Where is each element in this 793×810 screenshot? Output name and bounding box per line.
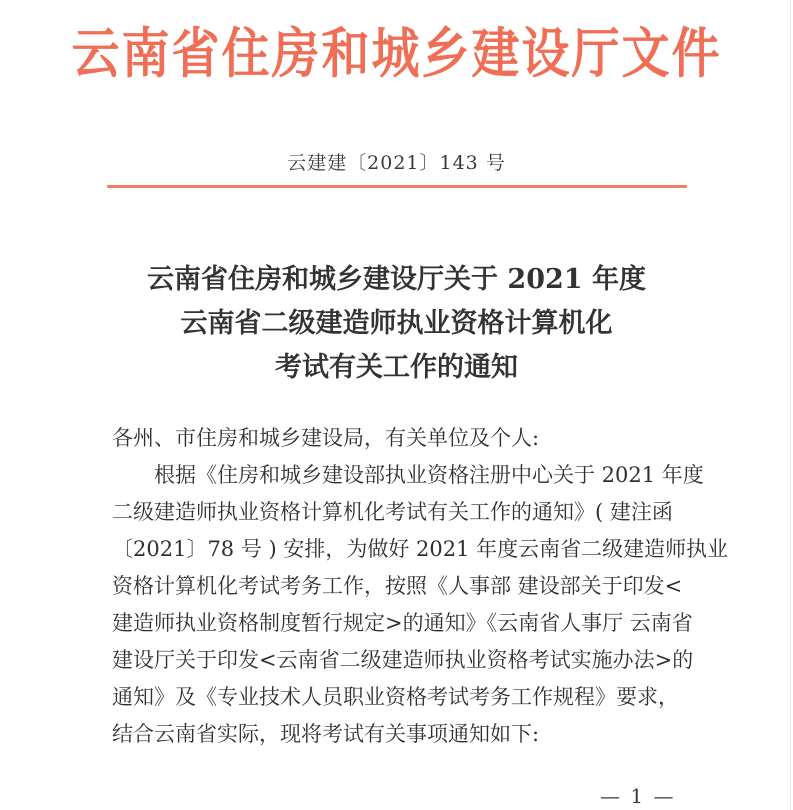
document-body (112, 420, 729, 753)
salutation: 各州、市住房和城乡建设局，有关单位及个人: (112, 426, 540, 450)
title-line-3: 考试有关工作的通知 (275, 352, 518, 383)
paragraph-line: 建设厅关于印发<云南省二级建造师执业资格考试实施办法>的 (112, 648, 694, 672)
title-line-2: 云南省二级建造师执业资格计算机化 (180, 308, 613, 339)
paragraph-line: 根据《住房和城乡建设部执业资格注册中心关于 2021 年度 (154, 463, 704, 487)
paragraph-line: 通知》及《专业技术人员职业资格考试考务工作规程》要求， (112, 685, 679, 709)
issuer-red-header: 云南省住房和城乡建设厅文件 (71, 22, 722, 86)
title-line-1: 云南省住房和城乡建设厅关于 2021 年度 (147, 264, 646, 295)
page-number: — 1 — (600, 784, 676, 808)
document-number: 云建建〔2021〕143 号 (287, 152, 506, 174)
paragraph-line: 结合云南省实际，现将考试有关事项通知如下: (112, 722, 540, 746)
paragraph-line: 二级建造师执业资格计算机化考试有关工作的通知》( 建注函 (112, 500, 673, 524)
paragraph-line: 建造师执业资格制度暂行规定>的通知》《云南省人事厅 云南省 (112, 611, 693, 635)
page-edge-line (790, 0, 791, 810)
red-separator-rule (107, 185, 687, 188)
document-title (0, 258, 793, 390)
paragraph-line: 〔2021〕78 号 ) 安排，为做好 2021 年度云南省二级建造师执业 (112, 537, 729, 561)
paragraph-line: 资格计算机化考试考务工作，按照《人事部 建设部关于印发< (112, 574, 683, 598)
